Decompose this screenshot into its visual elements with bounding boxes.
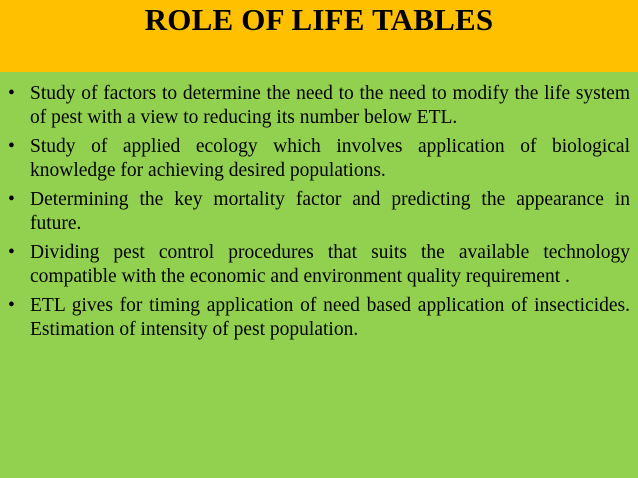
bullet-item — [8, 135, 630, 182]
bullet-item — [8, 82, 630, 129]
bullet-icon: • — [8, 136, 15, 157]
bullet-icon: • — [8, 242, 15, 263]
bullet-text: Determining the key mortality factor and predicting the appearance in future. — [30, 189, 630, 234]
bullet-text: Study of factors to determine the need to the need to modify the life system of pest with a view to reducing its number below ETL. — [30, 83, 630, 128]
bullet-icon: • — [8, 83, 15, 104]
bullet-list — [8, 82, 630, 347]
bullet-text: ETL gives for timing application of need based application of insecticides. Estimation of intensity of pest population. — [30, 295, 630, 340]
bullet-item — [8, 294, 630, 341]
bullet-item — [8, 188, 630, 235]
bullet-item — [8, 241, 630, 288]
slide-title: ROLE OF LIFE TABLES — [144, 2, 494, 37]
bullet-icon: • — [8, 295, 15, 316]
bullet-text: Dividing pest control procedures that suits the available technology compatible with the economic and environment quality requirement . — [30, 242, 630, 287]
bullet-text: Study of applied ecology which involves application of biological knowledge for achieving desired populations. — [30, 136, 630, 181]
bullet-icon: • — [8, 189, 15, 210]
title-band — [0, 0, 638, 72]
